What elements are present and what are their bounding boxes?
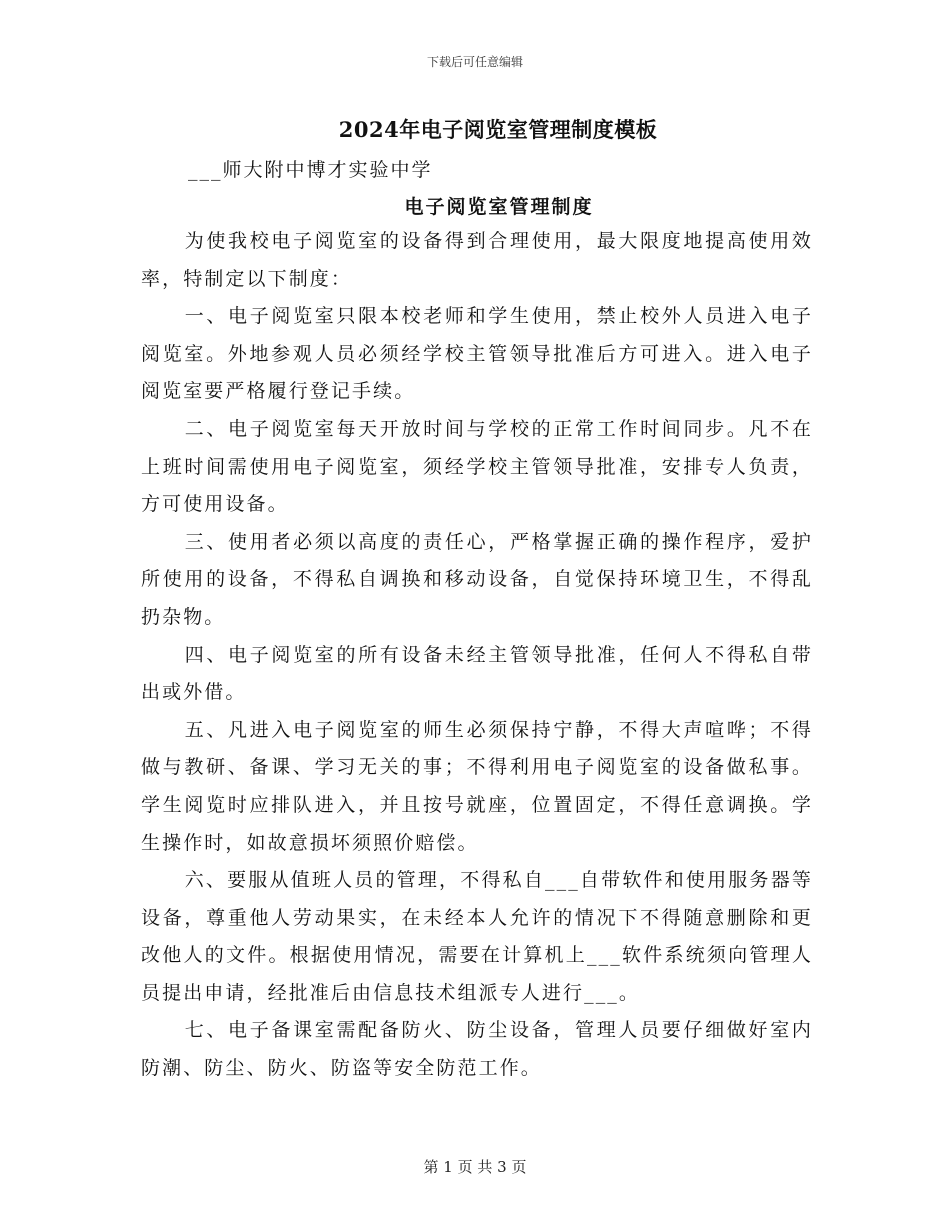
paragraph-rule-7: 七、电子备课室需配备防火、防尘设备，管理人员要仔细做好室内防潮、防尘、防火、防盗等安全防范工作。 [141,1019,813,1080]
paragraph-rule-1: 一、电子阅览室只限本校老师和学生使用，禁止校外人员进入电子阅览室。外地参观人员必须经学校主管领导批准后方可进入。进入电子阅览室要严格履行登记手续。 [141,305,813,403]
paragraph-rule-2: 二、电子阅览室每天开放时间与学校的正常工作时间同步。凡不在上班时间需使用电子阅览室，须经学校主管领导批准，安排专人负责，方可使用设备。 [141,417,813,516]
document-title: 2024年电子阅览室管理制度模板 [338,117,658,142]
paragraph-intro: 为使我校电子阅览室的设备得到合理使用，最大限度地提高使用效率，特制定以下制度： [141,230,813,290]
school-name: ___师大附中博才实验中学 [188,159,433,181]
paragraph-rule-5: 五、凡进入电子阅览室的师生必须保持宁静，不得大声喧哗；不得做与教研、备课、学习无关的事；不得利用电子阅览室的设备做私事。学生阅览时应排队进入，并且按号就座，位置固定，不得任意调换。学生操作时，如故意损坏须照价赔偿。 [141,718,813,854]
document-body [141,223,813,1088]
header-note: 下载后可任意编辑 [426,55,523,69]
paragraph-rule-6: 六、要服从值班人员的管理，不得私自___自带软件和使用服务器等设备，尊重他人劳动果实，在未经本人允许的情况下不得随意删除和更改他人的文件。根据使用情况，需要在计算机上___软件系统须向管理人员提出申请，经批准后由信息技术组派专人进行___。 [141,869,813,1004]
paragraph-rule-3: 三、使用者必须以高度的责任心，严格掌握正确的操作程序，爱护所使用的设备，不得私自调换和移动设备，自觉保持环境卫生，不得乱扔杂物。 [141,530,813,628]
page-footer: 第 1 页 共 3 页 [423,1158,527,1176]
paragraph-rule-4: 四、电子阅览室的所有设备未经主管领导批准，任何人不得私自带出或外借。 [141,643,813,704]
section-title: 电子阅览室管理制度 [404,196,594,218]
